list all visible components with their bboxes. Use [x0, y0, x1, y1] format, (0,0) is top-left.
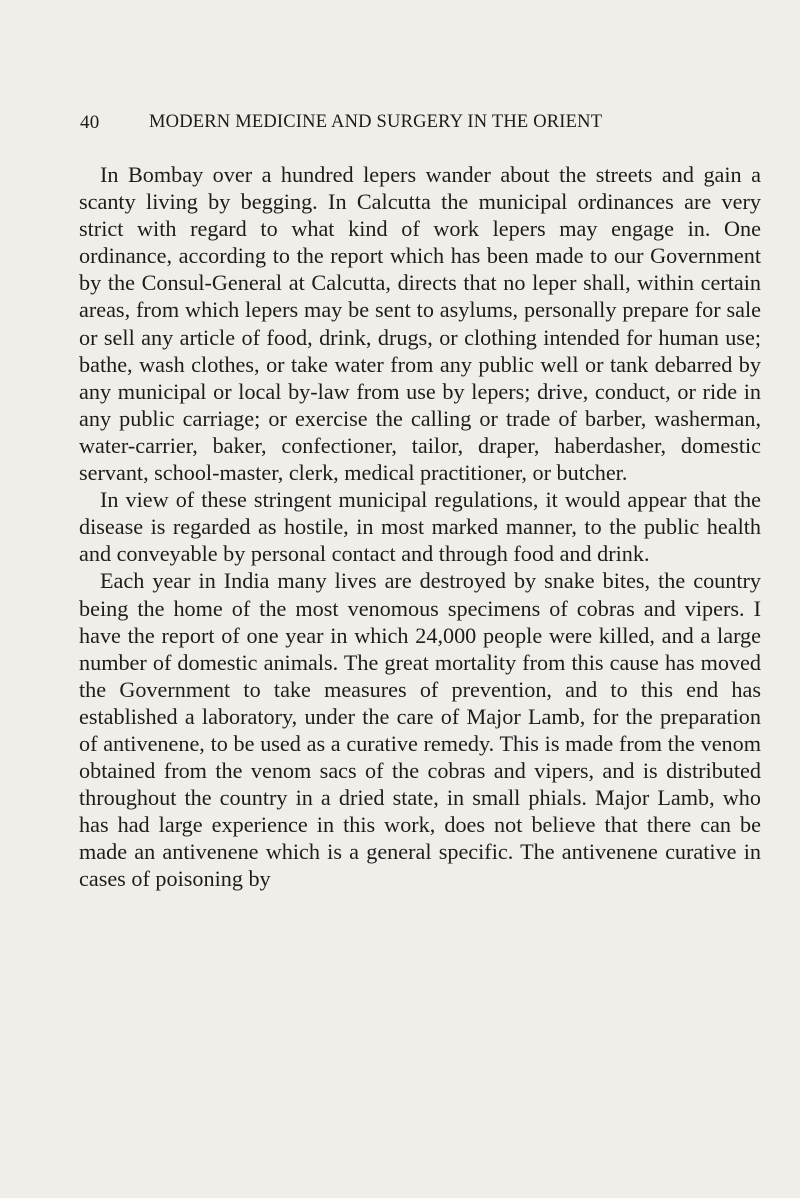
page-header [80, 112, 690, 138]
paragraph-lepers-ordinances: In Bombay over a hundred lepers wander about the streets and gain a scanty living by begging. In Calcutta the municipal ordinances are very strict with regard to what kind of work lepers may engage in. One ordinance, according to the report which has been made to our Government by the Consul-General at Calcutta, directs that no leper shall, within certain areas, from which lepers may be sent to asylums, personally prepare for sale or sell any article of food, drink, drugs, or clothing intended for human use; bathe, wash clothes, or take water from any public well or tank debarred by any municipal or local by-law from use by lepers; drive, conduct, or ride in any public carriage; or exercise the calling or trade of barber, washerman, water-carrier, baker, confectioner, tailor, draper, haberdasher, domestic servant, school-master, clerk, medical practitioner, or butcher. [79, 162, 761, 486]
running-title: MODERN MEDICINE AND SURGERY IN THE ORIENT [149, 112, 603, 132]
page-number: 40 [80, 112, 100, 133]
paragraph-regulations: In view of these stringent municipal regulations, it would appear that the disease is regarded as hostile, in most marked manner, to the public health and conveyable by personal contact and through food and drink. [79, 487, 761, 567]
paragraph-snake-bites: Each year in India many lives are destroyed by snake bites, the country being the home of the most venomous specimens of cobras and vipers. I have the report of one year in which 24,000 people were killed, and a large number of domestic animals. The great mortality from this cause has moved the Government to take measures of prevention, and to this end has established a laboratory, under the care of Major Lamb, for the preparation of antivenene, to be used as a curative remedy. This is made from the venom obtained from the venom sacs of the cobras and vipers, and is distributed throughout the country in a dried state, in small phials. Major Lamb, who has had large experience in this work, does not believe that there can be made an antivenene which is a general specific. The antivenene curative in cases of poisoning by [79, 568, 761, 892]
body-text [79, 161, 761, 893]
